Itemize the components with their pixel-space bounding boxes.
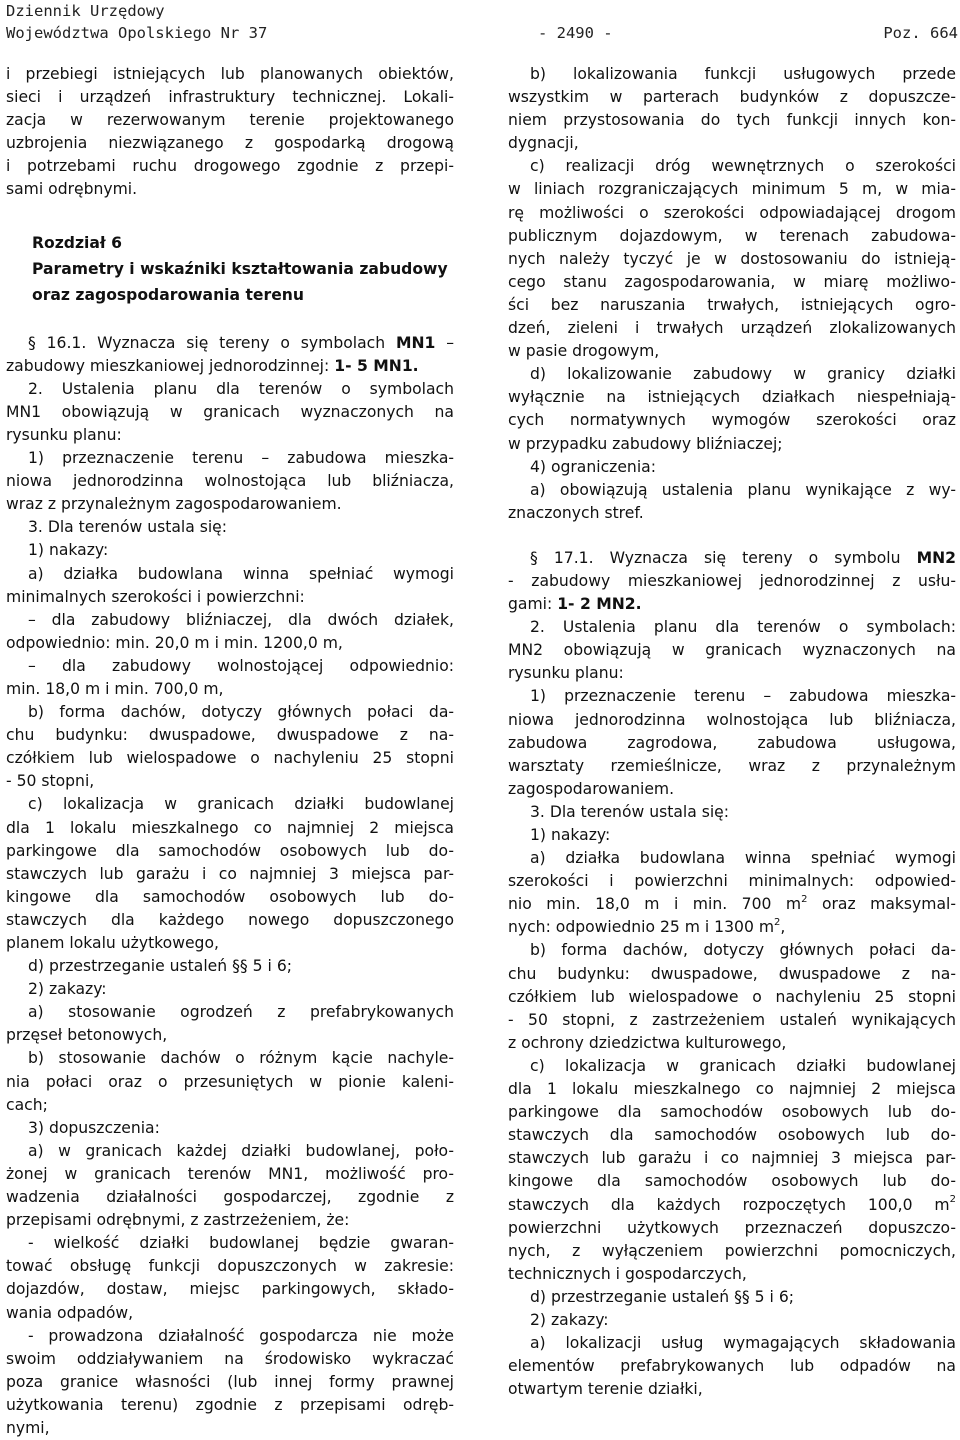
text-line: wania odpadów,	[6, 1303, 134, 1322]
text-line: przepisami odrębnymi, z zastrzeżeniem, że:	[6, 1211, 350, 1230]
text-line: przęseł betonowych,	[6, 1026, 168, 1045]
text-line: - prowadzona działalność gospodarcza nie może	[28, 1326, 454, 1345]
text-line: c) lokalizacja w granicach działki budowlanej	[530, 1056, 956, 1075]
text-line: cych normatywnych wymogów szerokości oraz	[508, 411, 956, 430]
text-line: chu budynku: dwuspadowe, dwuspadowe z na-	[508, 964, 956, 983]
text-line: 1) nakazy:	[28, 541, 109, 560]
text-line: min. 18,0 m i min. 700,0 m,	[6, 679, 224, 698]
text-line: w przypadku zabudowy bliźniaczej;	[508, 434, 783, 453]
text-line: - 50 stopni, z zastrzeżeniem ustaleń wynikających	[508, 1010, 956, 1029]
text-line: 3. Dla terenów ustala się:	[530, 802, 730, 821]
left-column	[6, 63, 454, 1440]
text-line: – dla zabudowy wolnostojącej odpowiednio:	[28, 656, 454, 675]
text-line: zagospodarowaniem.	[508, 779, 675, 798]
text-line: nych, z wyłączeniem powierzchni pomocniczych,	[508, 1241, 956, 1260]
text-line: poza granice własności (lub innej formy prawnej	[6, 1372, 454, 1391]
text-line: technicznych i gospodarczych,	[508, 1264, 747, 1283]
text-line: zabudowa zagrodowa, zabudowa usługowa,	[508, 733, 956, 752]
text-line: niem przystosowania do tych funkcji innych kon-	[508, 111, 956, 130]
header-title-row	[6, 0, 958, 22]
text-line: w liniach rozgraniczających minimum 5 m, w mia-	[508, 180, 956, 199]
text-line: 3) dopuszczenia:	[28, 1118, 160, 1137]
text-line: użytkowania terenu) zgodnie z przepisami odręb-	[6, 1395, 454, 1414]
text-line: nych: odpowiednio 25 m i 1300 $m^2$,	[508, 917, 786, 937]
text-line: - 50 stopni,	[6, 772, 95, 791]
journal-issue: Województwa Opolskiego Nr 37	[6, 24, 268, 42]
text-line: d) przestrzeganie ustaleń §§ 5 i 6;	[530, 1287, 795, 1306]
text-line: minimalnych szerokości i powierzchni:	[6, 587, 305, 606]
chapter-number: Rozdział 6	[32, 233, 122, 252]
text-line: cach;	[6, 1095, 48, 1114]
text-line: 1) przeznaczenie terenu – zabudowa mieszka-	[28, 449, 454, 468]
text-line: 3. Dla terenów ustala się:	[28, 518, 228, 537]
text-line: publicznym dojazdowym, w terenach zabudowa-	[508, 226, 956, 245]
text-line: b) lokalizowania funkcji usługowych przede	[530, 65, 956, 83]
page-number: - 2490 -	[537, 24, 613, 42]
text-line: d) lokalizowanie zabudowy w granicy działki	[530, 365, 956, 384]
text-line: swoim oddziaływaniem na środowisko wykraczać	[6, 1349, 454, 1368]
section-17-line: § 17.1. Wyznacza się tereny o symbolu MN2	[530, 548, 956, 567]
text-line: b) forma dachów, dotyczy głównych połaci da-	[28, 703, 454, 722]
text-line: stawczych dla każdych rozpoczętych 100,0 $m^2$	[508, 1194, 956, 1214]
text-line: warsztaty rzemieślnicze, wraz z przynależnym	[508, 756, 956, 775]
text-line: a) w granicach każdej działki budowlanej, poło-	[28, 1141, 454, 1160]
text-line: szerokości i powierzchni minimalnych: odpowied-	[508, 872, 956, 891]
text-line: 2) zakazy:	[28, 980, 107, 999]
text-line: elementów prefabrykowanych lub odpadów na	[508, 1357, 956, 1376]
chapter-title: Parametry i wskaźniki kształtowania zabudowy	[32, 259, 448, 278]
text-line: stawczych lub garażu i co najmniej 3 miejsca par-	[508, 1149, 956, 1168]
text-line: powierzchni użytkowych przeznaczeń dopuszczo-	[508, 1218, 956, 1237]
text-line: MN2 obowiązują w granicach wyznaczonych na	[508, 641, 956, 660]
text-line: dojazdów, dostaw, miejsc parkingowych, składo-	[6, 1280, 454, 1299]
text-line: rysunku planu:	[6, 425, 122, 444]
text-line: – dla zabudowy bliźniaczej, dla dwóch działek,	[28, 610, 454, 629]
text-line: dla 1 lokalu mieszkalnego co najmniej 2 miejsca	[508, 1080, 956, 1099]
text-line: w pasie drogowym,	[508, 342, 660, 361]
text-line: nia połaci oraz o przesuniętych w pionie kaleni-	[6, 1072, 454, 1091]
text-line: d) przestrzeganie ustaleń §§ 5 i 6;	[28, 957, 293, 976]
text-line: wraz z przynależnym zagospodarowaniem.	[6, 495, 342, 514]
text-line: a) działka budowlana winna spełniać wymogi	[28, 564, 454, 583]
text-line: dzeń, zieleni i trwałych urządzeń zlokalizowanych	[508, 319, 956, 338]
right-column	[508, 63, 956, 1401]
text-line: c) lokalizacja w granicach działki budowlanej	[28, 795, 454, 814]
text-line: a) obowiązują ustalenia planu wynikające z wy-	[530, 480, 956, 499]
text-line: dla 1 lokalu mieszkalnego co najmniej 2 miejsca	[6, 818, 454, 837]
text-line: chu budynku: dwuspadowe, dwuspadowe z na-	[6, 726, 454, 745]
text-line: wyłącznie na istniejących działkach niespełniają-	[508, 388, 956, 407]
text-line: a) działka budowlana winna spełniać wymogi	[530, 849, 956, 868]
text-line: a) stosowanie ogrodzeń z prefabrykowanych	[28, 1003, 454, 1022]
text-line: b) forma dachów, dotyczy głównych połaci da-	[530, 941, 956, 960]
text-line: rysunku planu:	[508, 664, 624, 683]
text-line: rę możliwości o szerokości odpowiadającej drogom	[508, 203, 956, 222]
text-line: - wielkość działki budowlanej będzie gwaran-	[28, 1234, 454, 1253]
text-line: a) lokalizacji usług wymagających składowania	[530, 1334, 956, 1353]
text-line: żonej w granicach terenów MN1, możliwość pro-	[6, 1164, 454, 1183]
text-line: parkingowe dla samochodów osobowych lub do-	[508, 1103, 956, 1122]
text-line: cego stanu zagospodarowania, w miarę możliwo-	[508, 272, 956, 291]
text-line: dygnacji,	[508, 134, 579, 153]
text-line: z ochrony dziedzictwa kulturowego,	[508, 1033, 787, 1052]
text-line: parkingowe dla samochodów osobowych lub do-	[6, 841, 454, 860]
text-line: i potrzebami ruchu drogowego zgodnie z przepi-	[6, 157, 454, 176]
text-line: 2. Ustalenia planu dla terenów o symbolach	[28, 379, 454, 398]
text-line: 2. Ustalenia planu dla terenów o symbolach:	[530, 618, 956, 637]
text-line: nych należy tyczyć je w dostosowaniu do istnieją-	[508, 249, 956, 268]
text-line: 1) przeznaczenie terenu – zabudowa mieszka-	[530, 687, 956, 706]
section-16-line: § 16.1. Wyznacza się tereny o symbolach MN1 –	[28, 333, 454, 352]
text-line: niowa jednorodzinna wolnostojąca lub bliźniacza,	[508, 710, 956, 729]
text-line: znaczonych stref.	[508, 503, 644, 522]
journal-name: Dziennik Urzędowy	[6, 2, 165, 20]
header-info-row	[6, 22, 958, 44]
text-line: otwartym terenie działki,	[508, 1380, 703, 1399]
text-line: stawczych dla samochodów osobowych lub do-	[508, 1126, 956, 1145]
text-line: niowa jednorodzinna wolnostojąca lub bliźniacza,	[6, 472, 454, 491]
text-line: nymi,	[6, 1418, 50, 1437]
text-line: czółkiem lub wielospadowe o nachyleniu 25 stopni	[508, 987, 956, 1006]
chapter-title-cont: oraz zagospodarowania terenu	[32, 285, 304, 304]
text-line: c) realizacji dróg wewnętrznych o szerokości	[530, 157, 956, 176]
text-line: kingowe dla samochodów osobowych lub do-	[508, 1172, 956, 1191]
text-line: odpowiednio: min. 20,0 m i min. 1200,0 m,	[6, 633, 343, 652]
text-line: czółkiem lub wielospadowe o nachyleniu 25 stopni	[6, 749, 454, 768]
text-line: stawczych lub garażu i co najmniej 3 miejsca par-	[6, 864, 454, 883]
text-line: 1) nakazy:	[530, 826, 611, 844]
text-line: planem lokalu użytkowego,	[6, 934, 219, 952]
section-16-line: zabudowy mieszkaniowej jednorodzinnej: 1- 5 MN1.	[6, 356, 419, 375]
text-line: stawczych dla każdego nowego dopuszczonego	[6, 910, 454, 929]
section-17-line: - zabudowy mieszkaniowej jednorodzinnej z usłu-	[508, 571, 956, 590]
text-line: wszystkim w parterach budynków z dopuszcze-	[508, 88, 956, 107]
text-line: MN1 obowiązują w granicach wyznaczonych na	[6, 402, 454, 421]
text-line: zacja w rezerwowanym terenie projektowanego	[6, 111, 454, 130]
section-17-line: gami: 1- 2 MN2.	[508, 595, 642, 614]
text-line: sieci i urządzeń infrastruktury technicznej. Lokali-	[6, 88, 454, 107]
text-line: 4) ograniczenia:	[530, 457, 656, 476]
position-number: Poz. 664	[883, 24, 958, 42]
text-line: sami odrębnymi.	[6, 180, 138, 199]
text-line: ści bez naruszania trwałych, istniejących ogro-	[508, 295, 956, 314]
journal-header	[6, 0, 958, 44]
text-line: tować obsługę funkcji dopuszczonych w zakresie:	[6, 1257, 454, 1276]
text-line: 2) zakazy:	[530, 1310, 609, 1329]
text-line: uzbrojenia niezwiązanego z gospodarką drogową	[6, 134, 454, 153]
text-line: wadzenia działalności gospodarczej, zgodnie z	[6, 1188, 454, 1207]
text-line: b) stosowanie dachów o różnym kącie nachyle-	[28, 1049, 454, 1068]
text-line: kingowe dla samochodów osobowych lub do-	[6, 887, 454, 906]
text-line: i przebiegi istniejących lub planowanych obiektów,	[6, 65, 454, 83]
text-line: nio min. 18,0 m i min. 700 $m^2$ oraz maksymal-	[508, 894, 956, 914]
